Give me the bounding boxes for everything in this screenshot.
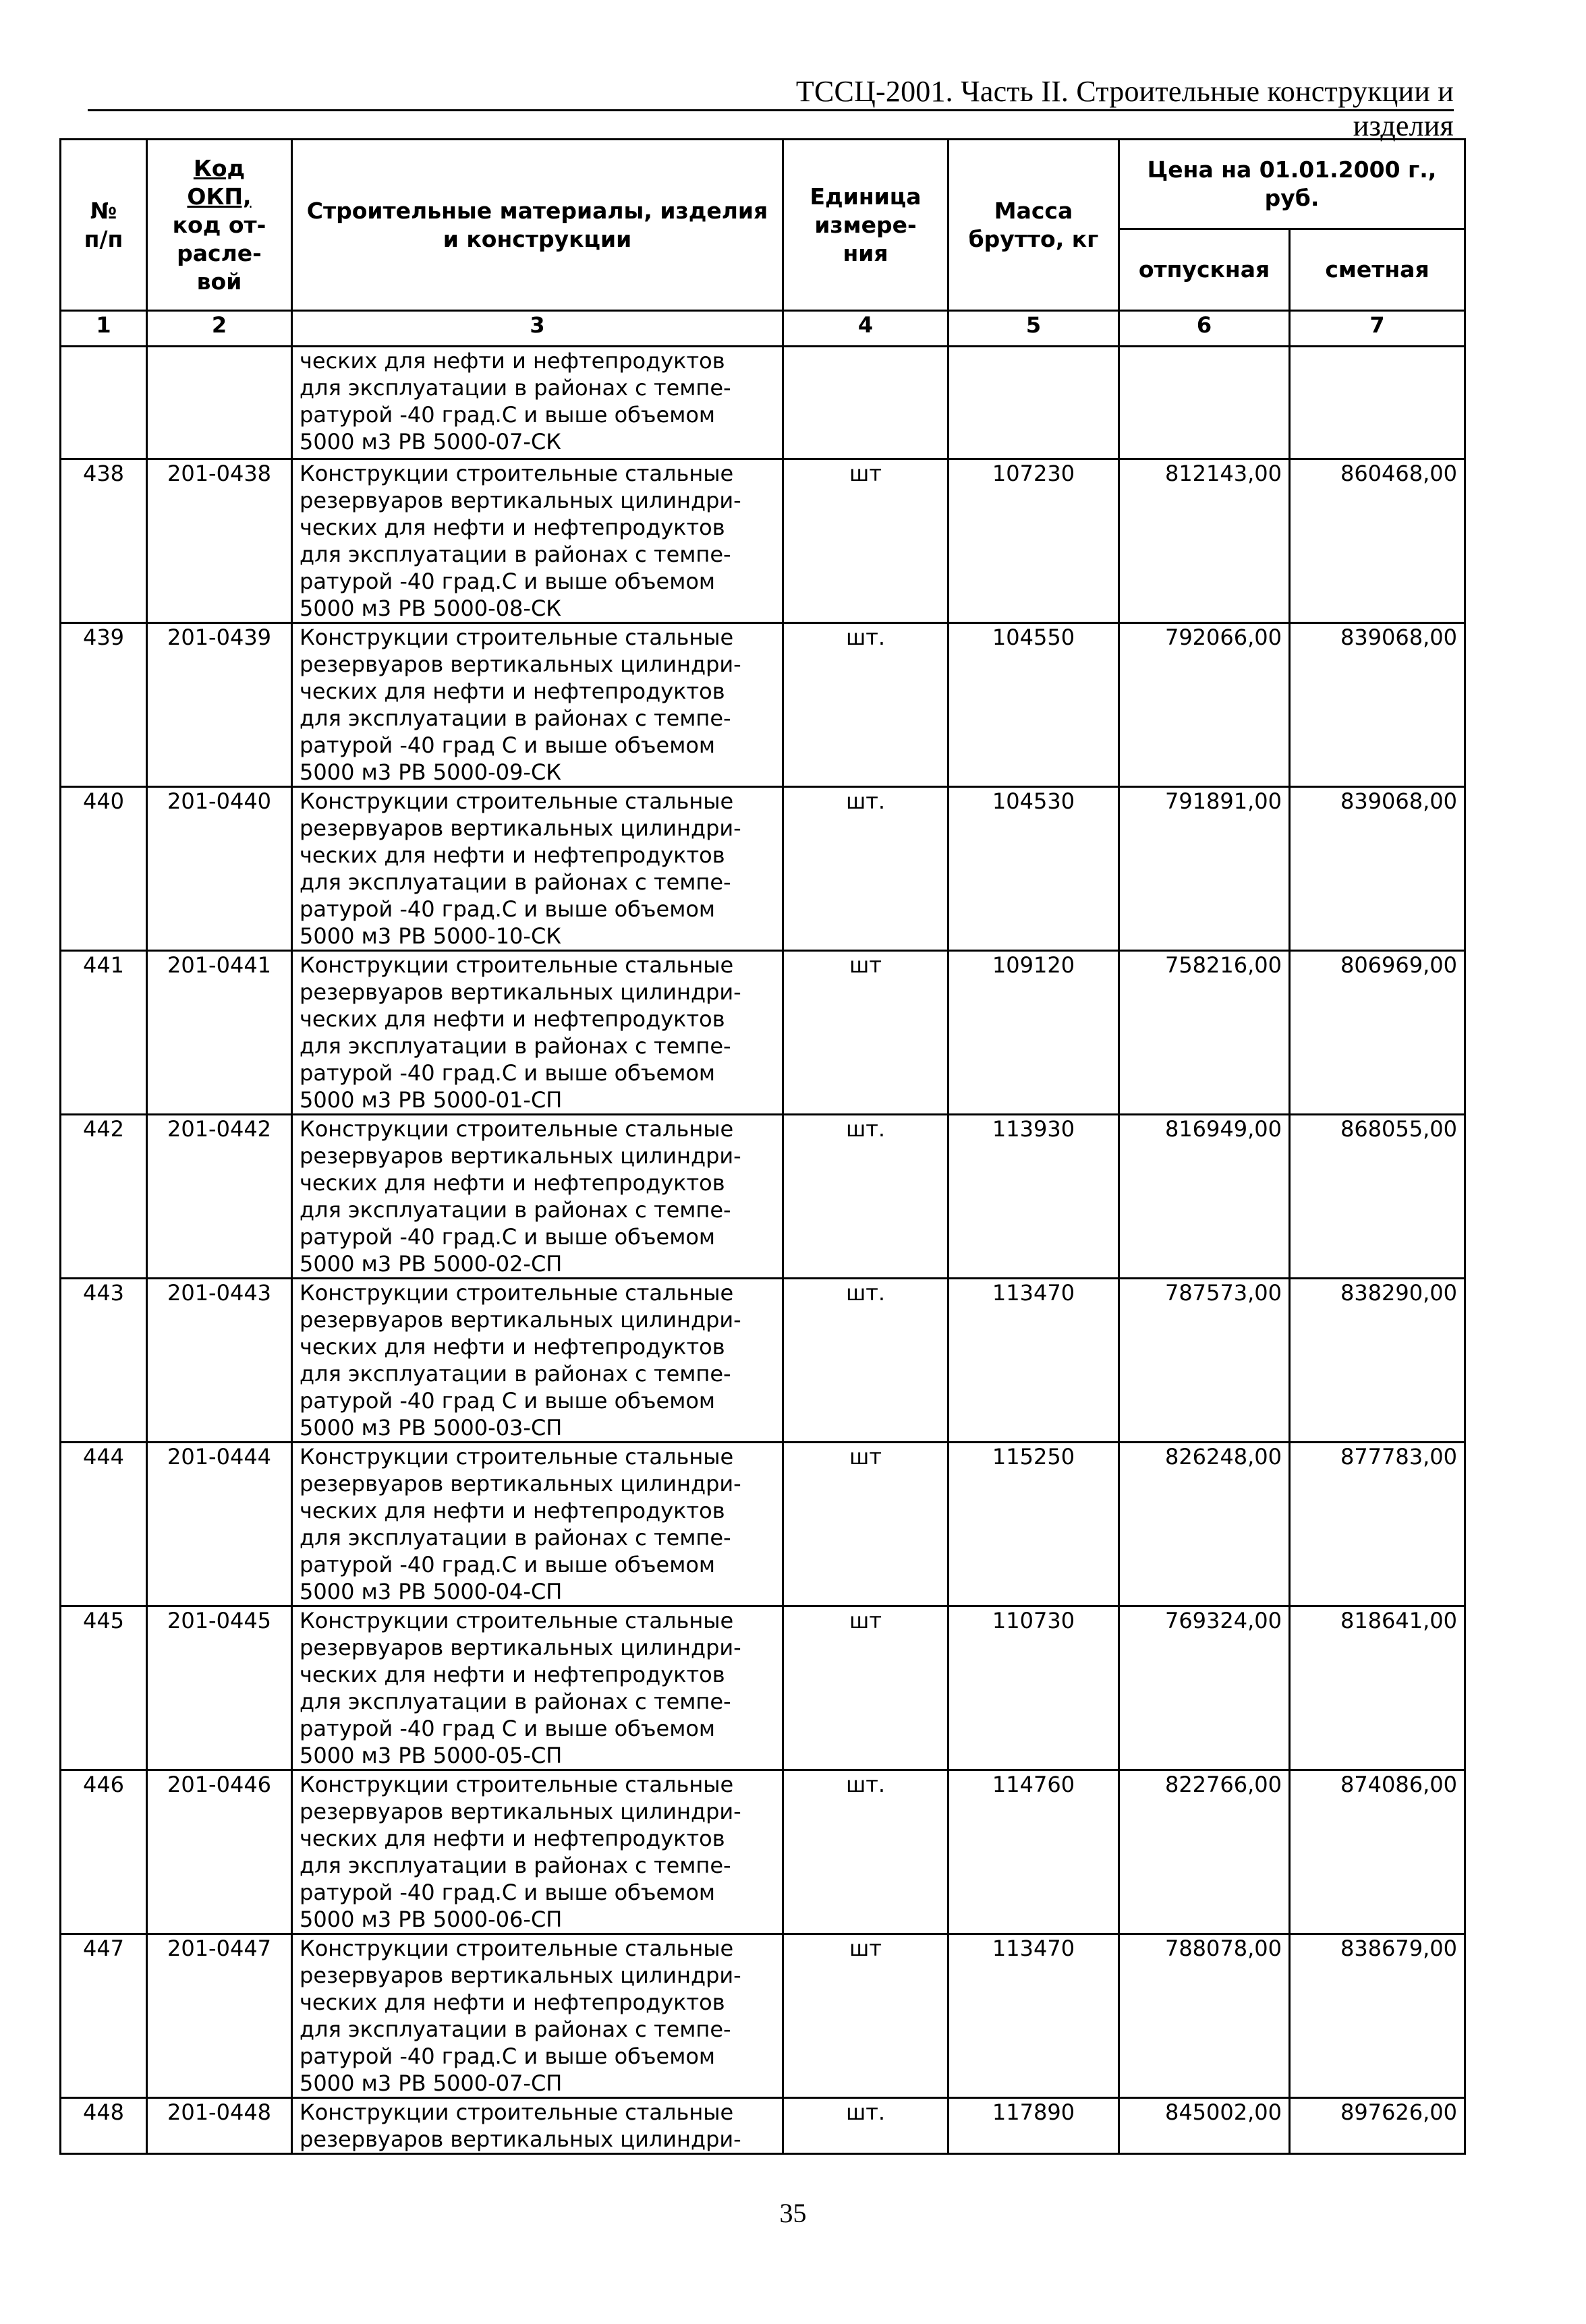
- row-code: 201-0447: [147, 1934, 292, 2098]
- row-code: 201-0440: [147, 787, 292, 951]
- row-name: Конструкции строительные стальные резервуаров вертикальных цилиндри- ческих для нефти и нефтепродуктов для эксплуатации в районах с темпе- ратурой -40 град.С и выше объемом 5000 м3 РВ 5000-04-СП: [292, 1443, 783, 1606]
- row-name: Конструкции строительные стальные резервуаров вертикальных цилиндри- ческих для нефти и нефтепродуктов для эксплуатации в районах с темпе- ратурой -40 град.С и выше объемом 5000 м3 РВ 5000-06-СП: [292, 1770, 783, 1934]
- row-mass: 104530: [948, 787, 1119, 951]
- column-number: 7: [1290, 311, 1465, 347]
- row-price-estimate: 868055,00: [1290, 1115, 1465, 1279]
- row-code: 201-0444: [147, 1443, 292, 1606]
- table-row: [61, 1770, 1465, 1934]
- row-code: 201-0438: [147, 459, 292, 623]
- row-number: 439: [61, 623, 147, 787]
- row-code: 201-0441: [147, 951, 292, 1115]
- table-row: [61, 1443, 1465, 1606]
- row-price-estimate: 874086,00: [1290, 1770, 1465, 1934]
- row-name: Конструкции строительные стальные резервуаров вертикальных цилиндри- ческих для нефти и нефтепродуктов для эксплуатации в районах с темпе- ратурой -40 град С и выше объемом 5000 м3 РВ 5000-09-СК: [292, 623, 783, 787]
- row-mass: 113470: [948, 1934, 1119, 2098]
- row-number: 443: [61, 1279, 147, 1443]
- row-price-release: 758216,00: [1119, 951, 1290, 1115]
- header-code: Код ОКП, код от- расле- вой: [147, 140, 292, 311]
- row-code: 201-0445: [147, 1606, 292, 1770]
- row-mass: 110730: [948, 1606, 1119, 1770]
- row-number: 445: [61, 1606, 147, 1770]
- running-head: ТССЦ-2001. Часть II. Строительные конструкции и изделия: [795, 75, 1454, 142]
- row-price-release: 788078,00: [1119, 1934, 1290, 2098]
- header-rule: [88, 109, 1454, 111]
- header-unit: Единица измере- ния: [783, 140, 948, 311]
- row-number: 444: [61, 1443, 147, 1606]
- row-mass: 113470: [948, 1279, 1119, 1443]
- header-price: Цена на 01.01.2000 г., руб.: [1119, 140, 1465, 229]
- row-number: 447: [61, 1934, 147, 2098]
- row-name: Конструкции строительные стальные резервуаров вертикальных цилиндри- ческих для нефти и нефтепродуктов для эксплуатации в районах с темпе- ратурой -40 град.С и выше объемом 5000 м3 РВ 5000-10-СК: [292, 787, 783, 951]
- row-code: 201-0446: [147, 1770, 292, 1934]
- header-mass: Масса брутто, кг: [948, 140, 1119, 311]
- row-name: Конструкции строительные стальные резервуаров вертикальных цилиндри- ческих для нефти и нефтепродуктов для эксплуатации в районах с темпе- ратурой -40 град.С и выше объемом 5000 м3 РВ 5000-08-СК: [292, 459, 783, 623]
- row-number: 446: [61, 1770, 147, 1934]
- row-price-estimate: 860468,00: [1290, 459, 1465, 623]
- table-row: [61, 2098, 1465, 2154]
- table-row: [61, 459, 1465, 623]
- row-name: Конструкции строительные стальные резервуаров вертикальных цилиндри- ческих для нефти и нефтепродуктов для эксплуатации в районах с темпе- ратурой -40 град С и выше объемом 5000 м3 РВ 5000-03-СП: [292, 1279, 783, 1443]
- row-price-estimate: 839068,00: [1290, 623, 1465, 787]
- row-unit: шт.: [783, 787, 948, 951]
- column-number: 3: [292, 311, 783, 347]
- row-price-estimate: 838679,00: [1290, 1934, 1465, 2098]
- row-number: 442: [61, 1115, 147, 1279]
- row-mass: 117890: [948, 2098, 1119, 2154]
- row-code: 201-0448: [147, 2098, 292, 2154]
- row-unit: шт.: [783, 623, 948, 787]
- header-name: Строительные материалы, изделия и конструкции: [292, 140, 783, 311]
- continuation-text: ческих для нефти и нефтепродуктов для эксплуатации в районах с темпе- ратурой -40 град.С и выше объемом 5000 м3 РВ 5000-07-СК: [292, 347, 783, 459]
- row-price-release: 769324,00: [1119, 1606, 1290, 1770]
- row-number: 441: [61, 951, 147, 1115]
- column-number: 1: [61, 311, 147, 347]
- table-row: [61, 1279, 1465, 1443]
- table-row: [61, 787, 1465, 951]
- column-number: 4: [783, 311, 948, 347]
- row-mass: 107230: [948, 459, 1119, 623]
- row-unit: шт.: [783, 1115, 948, 1279]
- table-row: [61, 1606, 1465, 1770]
- row-price-estimate: 839068,00: [1290, 787, 1465, 951]
- row-price-release: 822766,00: [1119, 1770, 1290, 1934]
- header-price-estimate: сметная: [1290, 229, 1465, 311]
- row-mass: 115250: [948, 1443, 1119, 1606]
- row-price-estimate: 877783,00: [1290, 1443, 1465, 1606]
- row-code: 201-0439: [147, 623, 292, 787]
- row-price-estimate: 818641,00: [1290, 1606, 1465, 1770]
- table-row: [61, 623, 1465, 787]
- row-unit: шт.: [783, 1279, 948, 1443]
- row-price-estimate: 806969,00: [1290, 951, 1465, 1115]
- row-price-release: 845002,00: [1119, 2098, 1290, 2154]
- row-name: Конструкции строительные стальные резервуаров вертикальных цилиндри- ческих для нефти и нефтепродуктов для эксплуатации в районах с темпе- ратурой -40 град.С и выше объемом 5000 м3 РВ 5000-07-СП: [292, 1934, 783, 2098]
- column-number-row: [61, 311, 1465, 347]
- row-number: 438: [61, 459, 147, 623]
- row-unit: шт: [783, 951, 948, 1115]
- table-row: [61, 951, 1465, 1115]
- table-row: [61, 1115, 1465, 1279]
- price-table: [59, 138, 1466, 2155]
- row-code: 201-0442: [147, 1115, 292, 1279]
- row-name: Конструкции строительные стальные резервуаров вертикальных цилиндри- ческих для нефти и нефтепродуктов для эксплуатации в районах с темпе- ратурой -40 град.С и выше объемом 5000 м3 РВ 5000-01-СП: [292, 951, 783, 1115]
- row-code: 201-0443: [147, 1279, 292, 1443]
- row-price-release: 826248,00: [1119, 1443, 1290, 1606]
- row-number: 440: [61, 787, 147, 951]
- row-price-estimate: 897626,00: [1290, 2098, 1465, 2154]
- row-unit: шт: [783, 459, 948, 623]
- row-name: Конструкции строительные стальные резервуаров вертикальных цилиндри-: [292, 2098, 783, 2154]
- page-number: 35: [779, 2198, 807, 2228]
- row-name: Конструкции строительные стальные резервуаров вертикальных цилиндри- ческих для нефти и нефтепродуктов для эксплуатации в районах с темпе- ратурой -40 град.С и выше объемом 5000 м3 РВ 5000-02-СП: [292, 1115, 783, 1279]
- row-unit: шт: [783, 1934, 948, 2098]
- column-number: 5: [948, 311, 1119, 347]
- row-unit: шт.: [783, 1770, 948, 1934]
- row-name: Конструкции строительные стальные резервуаров вертикальных цилиндри- ческих для нефти и нефтепродуктов для эксплуатации в районах с темпе- ратурой -40 град С и выше объемом 5000 м3 РВ 5000-05-СП: [292, 1606, 783, 1770]
- row-price-estimate: 838290,00: [1290, 1279, 1465, 1443]
- row-mass: 114760: [948, 1770, 1119, 1934]
- row-price-release: 816949,00: [1119, 1115, 1290, 1279]
- row-number: 448: [61, 2098, 147, 2154]
- row-mass: 113930: [948, 1115, 1119, 1279]
- row-price-release: 792066,00: [1119, 623, 1290, 787]
- header-price-release: отпускная: [1119, 229, 1290, 311]
- row-price-release: 812143,00: [1119, 459, 1290, 623]
- row-price-release: 787573,00: [1119, 1279, 1290, 1443]
- column-number: 2: [147, 311, 292, 347]
- row-unit: шт: [783, 1606, 948, 1770]
- row-mass: 104550: [948, 623, 1119, 787]
- row-mass: 109120: [948, 951, 1119, 1115]
- row-price-release: 791891,00: [1119, 787, 1290, 951]
- table-row: [61, 1934, 1465, 2098]
- row-unit: шт.: [783, 2098, 948, 2154]
- header-no: № п/п: [61, 140, 147, 311]
- column-number: 6: [1119, 311, 1290, 347]
- row-unit: шт: [783, 1443, 948, 1606]
- continuation-row: [61, 347, 1465, 459]
